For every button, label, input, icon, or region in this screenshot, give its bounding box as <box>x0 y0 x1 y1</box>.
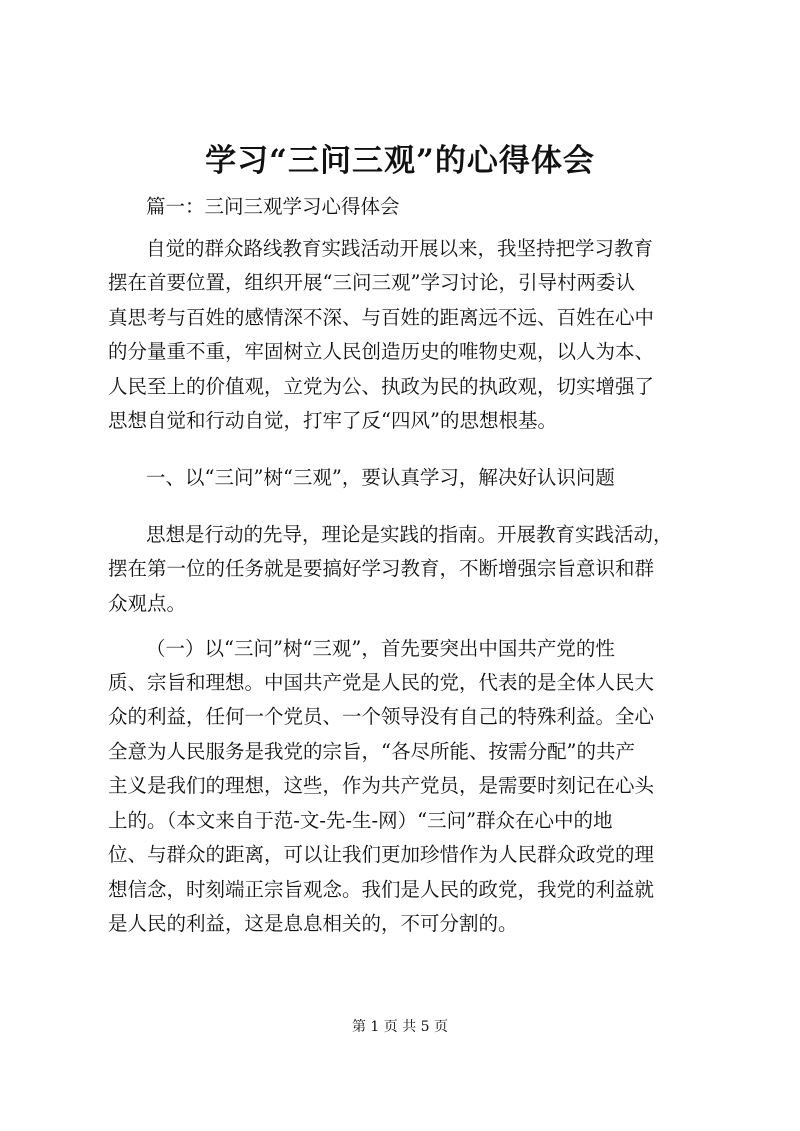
paragraph-line: 摆在第一位的任务就是要搞好学习教育，不断增强宗旨意识和群 <box>108 557 655 580</box>
paragraph-line: 人民至上的价值观，立党为公、执政为民的执政观，切实增强了 <box>108 375 655 398</box>
document-title: 学习“三问三观”的心得体会 <box>205 143 595 179</box>
subsection-heading: 一、以“三问”树“三观”，要认真学习，解决好认识问题 <box>146 466 615 489</box>
paragraph-line: 众的利益，任何一个党员、一个领导没有自己的特殊利益。全心 <box>108 705 655 728</box>
paragraph-line: 主义是我们的理想，这些，作为共产党员，是需要时刻记在心头 <box>108 774 655 797</box>
paragraph-line: 质、宗旨和理想。中国共产党是人民的党，代表的是全体人民大 <box>108 671 655 694</box>
paragraph-line: 摆在首要位置，组织开展“三问三观”学习讨论，引导村两委认 <box>108 271 635 294</box>
page-footer: 第 1 页 共 5 页 <box>351 1019 449 1035</box>
paragraph-line: 自觉的群众路线教育实践活动开展以来，我坚持把学习教育 <box>146 237 654 260</box>
paragraph-line: 的分量重不重，牢固树立人民创造历史的唯物史观，以人为本、 <box>108 340 655 363</box>
paragraph-line: 位、与群众的距离，可以让我们更加珍惜作为人民群众政党的理 <box>108 843 655 866</box>
paragraph-line: 思想自觉和行动自觉，打牢了反“四风”的思想根基。 <box>108 409 557 432</box>
paragraph-line: 思想是行动的先导，理论是实践的指南。开展教育实践活动， <box>146 523 673 546</box>
section-heading: 篇一：三问三观学习心得体会 <box>146 195 400 218</box>
paragraph-line: 众观点。 <box>108 592 187 615</box>
paragraph-line: 上的。（本文来自于范-文-先-生-网）“三问”群众在心中的地 <box>108 809 613 832</box>
paragraph-line: 真思考与百姓的感情深不深、与百姓的距离远不远、百姓在心中 <box>108 306 655 329</box>
paragraph-line: 是人民的利益，这是息息相关的，不可分割的。 <box>108 912 518 935</box>
paragraph-line: （一）以“三问”树“三观”，首先要突出中国共产党的性 <box>146 637 615 660</box>
paragraph-line: 全意为人民服务是我党的宗旨，“各尽所能、按需分配”的共产 <box>108 740 635 763</box>
paragraph-line: 想信念，时刻端正宗旨观念。我们是人民的政党，我党的利益就 <box>108 878 655 901</box>
